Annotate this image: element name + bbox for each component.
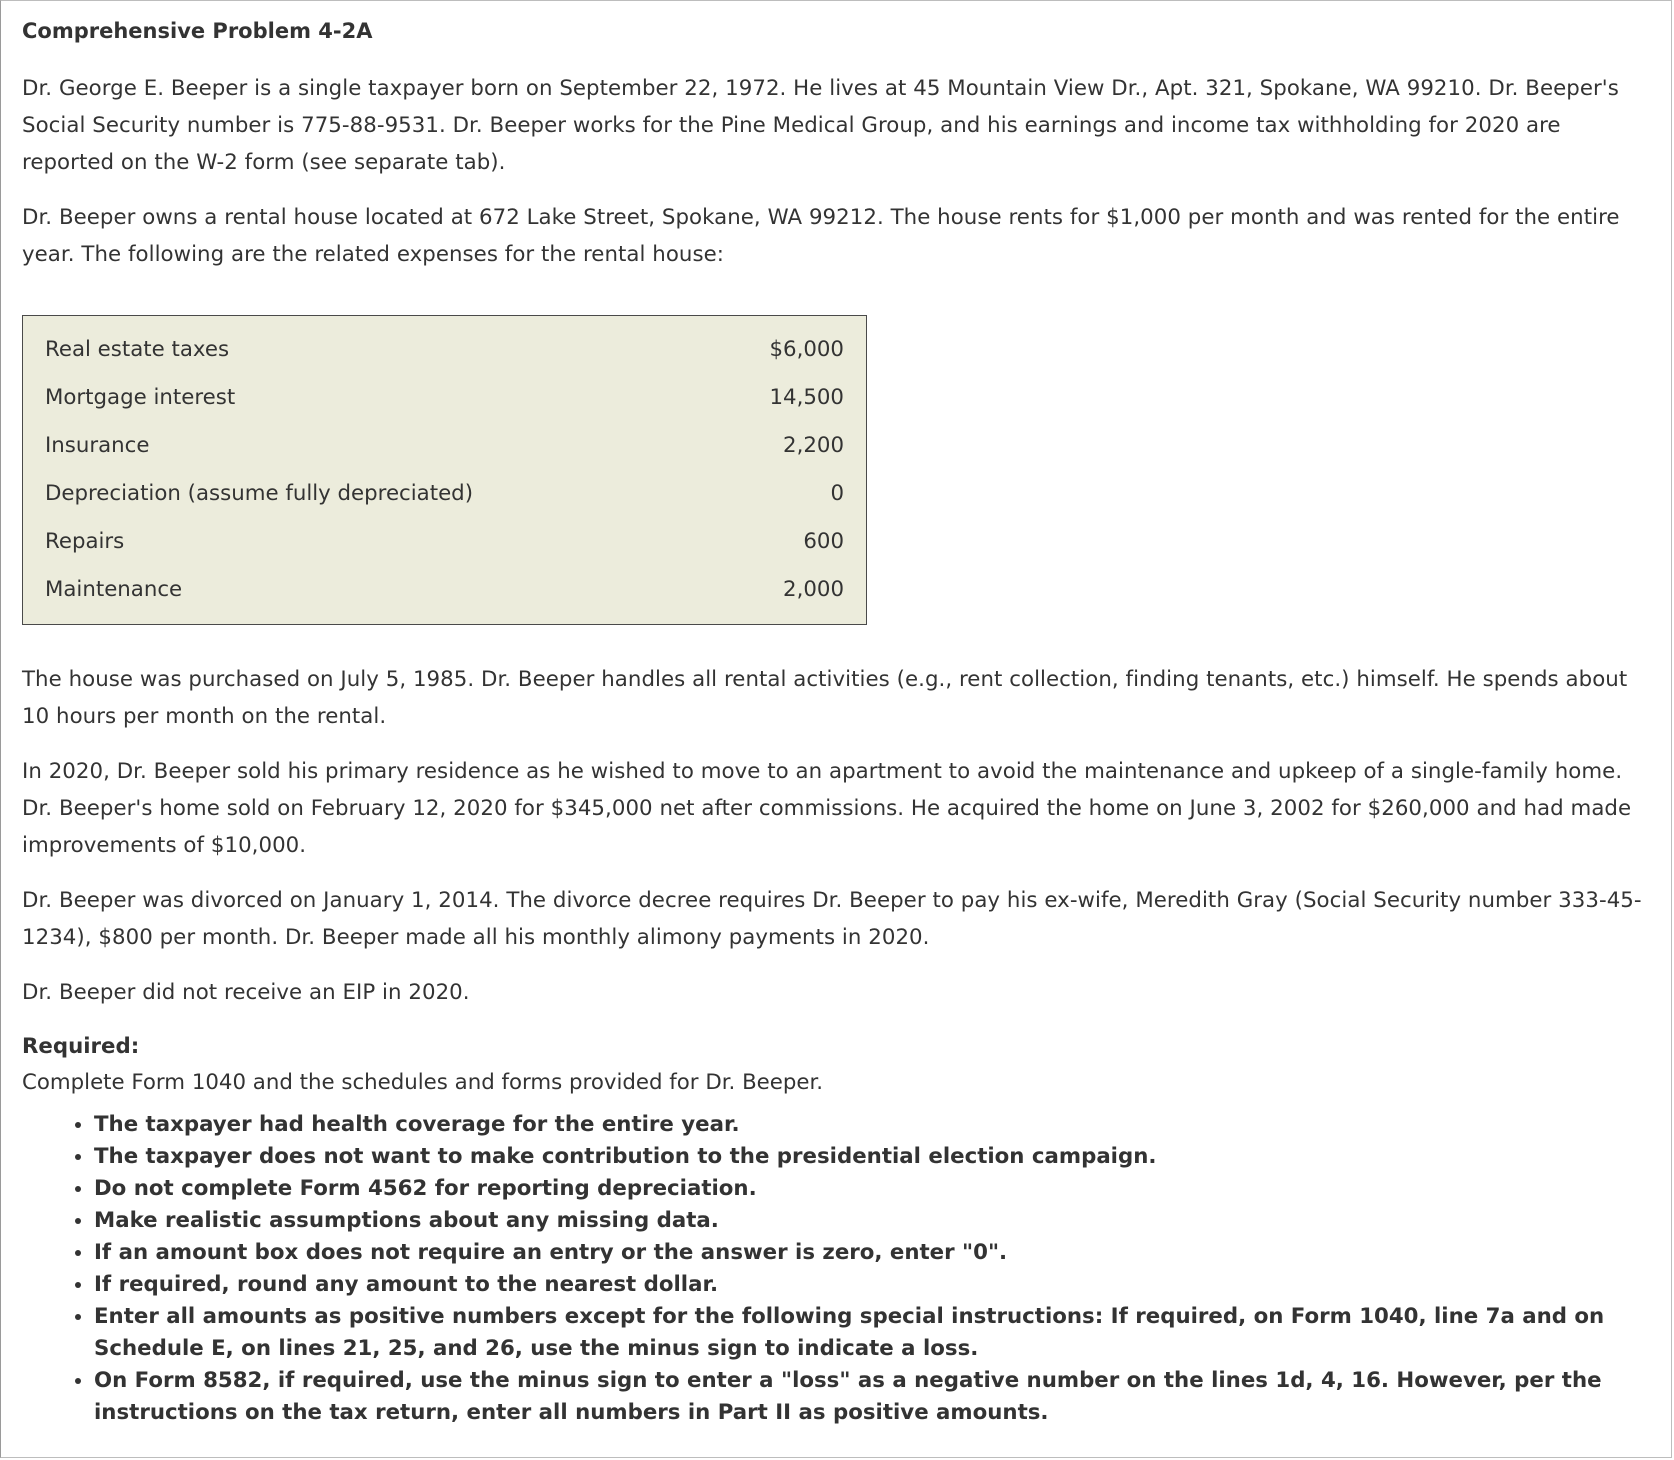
required-text: Complete Form 1040 and the schedules and forms provided for Dr. Beeper.: [22, 1070, 824, 1095]
expense-label: Maintenance: [45, 576, 183, 602]
expense-row: [45, 373, 844, 421]
expense-value: $6,000: [769, 336, 844, 362]
instruction-item: • The taxpayer had health coverage for the entire year.: [94, 1109, 1647, 1141]
rental-expense-table: [22, 315, 867, 625]
expense-label: Repairs: [45, 528, 125, 554]
paragraph-taxpayer-info: Dr. George E. Beeper is a single taxpayer born on September 22, 1972. He lives at 45 Mountain View Dr., Apt. 321, Spokane, WA 99210. Dr. Beeper's Social Security number is 775-88-9531. Dr. Beeper works for the Pine Medical Group, and his earnings and income tax withholding for 2020 are reported on the W-2 form (see separate tab).: [22, 76, 1619, 175]
paragraph-eip: Dr. Beeper did not receive an EIP in 2020.: [22, 980, 470, 1005]
expense-row: [45, 469, 844, 517]
expense-row: [45, 325, 844, 373]
expense-value: 0: [830, 480, 844, 506]
instruction-item: • If required, round any amount to the nearest dollar.: [94, 1269, 1647, 1301]
expense-row: [45, 565, 844, 613]
expense-label: Mortgage interest: [45, 384, 236, 410]
instruction-item: • If an amount box does not require an entry or the answer is zero, enter "0".: [94, 1237, 1647, 1269]
instruction-item: • On Form 8582, if required, use the minus sign to enter a "loss" as a negative number on the lines 1d, 4, 16. However, per the instructions on the tax return, enter all numbers in Part II as positive amounts.: [94, 1365, 1647, 1429]
expense-value: 600: [803, 528, 844, 554]
expense-value: 2,000: [783, 576, 844, 602]
problem-title: Comprehensive Problem 4-2A: [22, 19, 373, 43]
paragraph-purchase-info: The house was purchased on July 5, 1985. Dr. Beeper handles all rental activities (e.g., rent collection, finding tenants, etc.) himself. He spends about 10 hours per month on the rental.: [22, 667, 1628, 729]
required-heading: Required:: [22, 1034, 140, 1059]
expense-row: [45, 517, 844, 565]
instructions-list: [22, 1109, 1647, 1429]
expense-label: Real estate taxes: [45, 336, 230, 362]
instruction-item: • The taxpayer does not want to make contribution to the presidential election campaign.: [94, 1141, 1647, 1173]
instruction-item: • Enter all amounts as positive numbers except for the following special instructions: If required, on Form 1040, line 7a and on Schedule E, on lines 21, 25, and 26, use the minus sign to indicate a loss.: [94, 1301, 1647, 1365]
expense-label: Depreciation (assume fully depreciated): [45, 480, 474, 506]
paragraph-divorce: Dr. Beeper was divorced on January 1, 2014. The divorce decree requires Dr. Beeper to pay his ex-wife, Meredith Gray (Social Security number 333-45-1234), $800 per month. Dr. Beeper made all his monthly alimony payments in 2020.: [22, 888, 1642, 950]
instruction-item: • Do not complete Form 4562 for reporting depreciation.: [94, 1173, 1647, 1205]
expense-row: [45, 421, 844, 469]
paragraph-rental-house: Dr. Beeper owns a rental house located at 672 Lake Street, Spokane, WA 99212. The house rents for $1,000 per month and was rented for the entire year. The following are the related expenses for the rental house:: [22, 205, 1620, 267]
expense-value: 2,200: [783, 432, 844, 458]
expense-value: 14,500: [769, 384, 844, 410]
problem-content: [22, 15, 1647, 1429]
paragraph-home-sale: In 2020, Dr. Beeper sold his primary residence as he wished to move to an apartment to avoid the maintenance and upkeep of a single-family home. Dr. Beeper's home sold on February 12, 2020 for $345,000 net after commissions. He acquired the home on June 3, 2002 for $260,000 and had made improvements of $10,000.: [22, 759, 1632, 858]
expense-label: Insurance: [45, 432, 150, 458]
instruction-item: • Make realistic assumptions about any missing data.: [94, 1205, 1647, 1237]
